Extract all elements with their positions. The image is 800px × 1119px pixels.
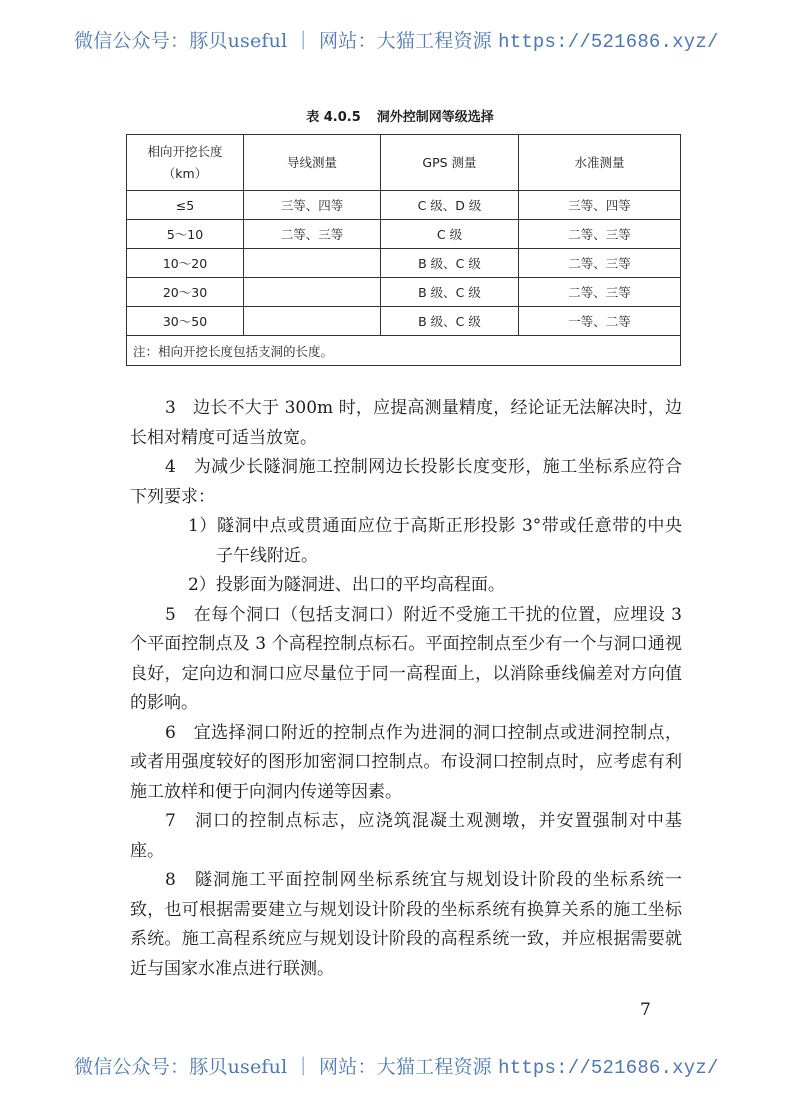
table-note: 注：相向开挖长度包括支洞的长度。 [127,336,681,366]
paragraph-4: 4 为减少长隧洞施工控制网边长投影长度变形，施工坐标系应符合下列要求： [130,457,682,507]
watermark-top [74,26,734,53]
body-text [130,394,682,984]
table-row [127,249,681,278]
table-cell: B 级、C 级 [381,278,519,307]
table-caption [0,106,800,125]
paragraph-3: 3 边长不大于 300m 时，应提高测量精度，经论证无法解决时，边长相对精度可适当放宽。 [130,398,682,448]
table-header-row [127,135,681,191]
table-cell [244,278,381,307]
watermark-text: 微信公众号：豚贝useful ｜ 网站：大猫工程资源 [74,30,499,52]
table-row [127,220,681,249]
item-2: 2）投影面为隧洞进、出口的平均高程面。 [188,575,505,595]
page-number: 7 [640,1000,651,1020]
table-cell [244,307,381,336]
watermark-text: 微信公众号：豚贝useful ｜ 网站：大猫工程资源 [74,1056,499,1078]
table-cell: 一等、二等 [519,307,681,336]
table-cell: B 级、C 级 [381,249,519,278]
table-cell: 30～50 [127,307,244,336]
header-traverse: 导线测量 [244,135,381,191]
table-cell: 三等、四等 [244,191,381,220]
header-leveling: 水准测量 [519,135,681,191]
table-cell: 10～20 [127,249,244,278]
table-number: 表 4.0.5 [306,110,361,125]
table-cell: ≤5 [127,191,244,220]
table-cell: 20～30 [127,278,244,307]
header-length: 相向开挖长度 （km） [127,135,244,191]
table-title: 洞外控制网等级选择 [376,110,494,125]
control-network-table [126,134,681,366]
table-cell: 二等、三等 [519,220,681,249]
paragraph-7: 7 洞口的控制点标志，应浇筑混凝土观测墩，并安置强制对中基座。 [130,811,682,861]
table-row [127,191,681,220]
table-cell: 三等、四等 [519,191,681,220]
table-cell: C 级 [381,220,519,249]
paragraph-6: 6 宜选择洞口附近的控制点作为进洞的洞口控制点或进洞控制点，或者用强度较好的图形加密洞口控制点。布设洞口控制点时，应考虑有利施工放样和便于向洞内传递等因素。 [130,722,682,802]
table-note-row [127,336,681,366]
table-cell: C 级、D 级 [381,191,519,220]
table-cell: 5～10 [127,220,244,249]
table-row [127,278,681,307]
header-gps: GPS 测量 [381,135,519,191]
item-1-text: 1）隧洞中点或贯通面应位于高斯正形投影 3°带或任意带的中央子午线附近。 [188,516,682,566]
paragraph-5: 5 在每个洞口（包括支洞口）附近不受施工干扰的位置，应埋设 3 个平面控制点及 3 个高程控制点标石。平面控制点至少有一个与洞口通视良好，定向边和洞口应尽量位于同一高程面上，以消除垂线偏差对方向值的影响。 [130,604,682,713]
watermark-bottom [74,1052,734,1079]
table-cell: 二等、三等 [519,249,681,278]
table-row [127,307,681,336]
watermark-url: https://521686.xyz/ [498,31,719,53]
table-cell: 二等、三等 [519,278,681,307]
paragraph-8: 8 隧洞施工平面控制网坐标系统宜与规划设计阶段的坐标系统一致，也可根据需要建立与规划设计阶段的坐标系统有换算关系的施工坐标系统。施工高程系统应与规划设计阶段的高程系统一致，并应根据需要就近与国家水准点进行联测。 [130,870,682,979]
table-cell: 二等、三等 [244,220,381,249]
table-cell: B 级、C 级 [381,307,519,336]
table-cell [244,249,381,278]
item-1 [130,512,682,571]
watermark-url: https://521686.xyz/ [498,1057,719,1079]
